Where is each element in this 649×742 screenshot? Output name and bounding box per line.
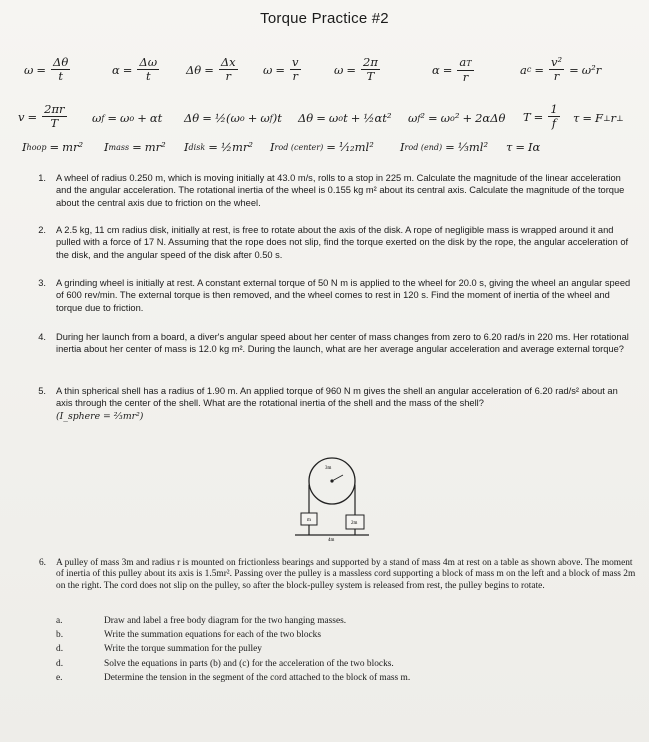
formula-angular-acceleration: α = $\frac{\Delta\omega}{t}$ [112,55,158,83]
problem-text: A thin spherical shell has a radius of 1.90 m. An applied torque of 960 N m gives the shell an angular acceleration of 6.20 rad/s² about an axis through the center of the shell. What are the rotational inertia of the shell and the mass of the shell? [56,386,618,409]
subpart-text: Determine the tension in the segment of the cord attached to the block of mass m. [104,673,411,683]
formula-omega-squared: ω f ² = ω o ² + 2αΔθ [408,111,506,125]
formula-row-2 [0,99,649,133]
formula-omega-v-r: ω = $\frac{v}{r}$ [263,55,299,83]
formula-inertia-point-mass: I mass = mr² [104,140,166,154]
subpart-label: e. [56,673,63,683]
subpart-text: Write the summation equations for each of the two blocks [104,630,322,640]
subpart-label: d. [56,644,64,654]
pulley-radius-line [332,475,343,481]
formula-omega-period: ω = $\frac{2\pi}{T}$ [334,55,378,83]
problem-number: 4. [38,332,46,342]
formula-arc-angle: Δθ = $\frac{\Delta x}{r}$ [186,55,236,83]
problem-number: 1. [38,173,46,183]
problem-number: 3. [38,278,46,288]
formula-inertia-rod-center: I rod (center) = ¹⁄₁₂ml² [270,140,374,154]
left-block-label: m [307,518,311,523]
right-block-label: 2m [351,521,358,526]
pulley-diagram [285,455,377,541]
formula-torque-perpendicular: τ = F ⊥ r ⊥ [573,111,624,125]
problem-3 [16,277,636,317]
subpart-text: Draw and label a free body diagram for the two hanging masses. [104,616,347,626]
formula-torque-inertia: τ = Iα [506,140,541,154]
formula-centripetal: a c = $\frac{\text{v²}}{r}$ = ω²r [520,55,602,83]
problem-text: A 2.5 kg, 11 cm radius disk, initially at rest, is free to rotate about the axis of the disk. A rope of negligible mass is wrapped around it and pulled with a force of 17 N. Assuming that the rope does not slip, find the torque exerted on the disk by the rope, the angular acceleration of the disk, and the angular speed of the disk after 0.50 s. [56,225,629,260]
subpart-label: a. [56,616,63,626]
problem-1 [16,172,636,212]
problem-text: A wheel of radius 0.250 m, which is moving initially at 43.0 m/s, rolls to a stop in 225 m. Calculate the magnitude of the linear acceleration and the angular acceleration. The rotational inertia of the wheel is 0.155 kg m² about its central axis. Calculate the magnitude of the torque about the central axis due to friction on the wheel. [56,173,625,208]
formula-angular-velocity: ω = $\frac{\Delta\theta}{t}$ [24,55,69,83]
formula-row-1 [0,52,649,86]
problem-5 [16,385,636,433]
problem-number: 5. [38,386,46,396]
formula-inertia-hoop: I hoop = mr² [22,140,84,154]
problem-4 [16,331,636,371]
subpart-text: Solve the equations in parts (b) and (c) for the acceleration of the two blocks. [104,659,394,669]
sphere-inertia-note: (I_sphere = ⅔mr²) [56,411,144,422]
subpart-text: Write the torque summation for the pulley [104,644,262,654]
formula-alpha-tangential: α = $\frac{aT}{r}$ [432,55,472,84]
problem-number: 6. [38,558,46,568]
formula-omega-final: ω f = ω o + αt [92,111,163,125]
subpart-label: d. [56,659,64,669]
pulley-mass-label: 3m [325,466,332,471]
formula-inertia-disk: I disk = ½mr² [184,140,253,154]
formula-delta-theta-kinematic: Δθ = ω o t + ½αt² [298,111,392,125]
problem-text: A pulley of mass 3m and radius r is mounted on frictionless bearings and supported by a stand of mass 4m at rest on a table as shown above. The moment of inertia of this pulley about its axis is 1.5mr². Passing over the pulley is a massless cord supporting a block of mass m on the left and a block of mass 2m on the right. The cord does not slip on the pulley, so after the block-pulley system is released from rest, the pulley begins to rotate. [56,558,636,591]
stand-mass-label: 4m [328,538,335,541]
problem-6 [16,558,636,616]
page-title: Torque Practice #2 [260,10,389,27]
formula-inertia-rod-end: I rod (end) = ⅓ml² [400,140,489,154]
problem-text: A grinding wheel is initially at rest. A constant external torque of 50 N m is applied to the wheel for 20.0 s, giving the wheel an angular speed of 600 rev/min. The external torque is then removed, and the wheel comes to rest in 120 s. Find the moment of inertia of the wheel and torque due to friction. [56,278,631,313]
formula-row-3 [0,138,649,160]
subpart-label: b. [56,630,64,640]
problem-2 [16,224,636,264]
formula-delta-theta-average: Δθ = ½(ω o + ω f )t [184,111,282,125]
problem-text: During her launch from a board, a diver's angular speed about her center of mass changes from zero to 6.20 rad/s in 220 ms. Her rotational inertia about her center of mass is 12.0 kg m². During the launch, what are her average angular acceleration and average external torque? [56,332,629,355]
formula-tangential-speed: v = $\frac{2\pi r}{T}$ [18,102,65,130]
formula-period-frequency: T = $\frac{1}{f}$ [523,102,558,130]
problem-number: 2. [38,225,46,235]
